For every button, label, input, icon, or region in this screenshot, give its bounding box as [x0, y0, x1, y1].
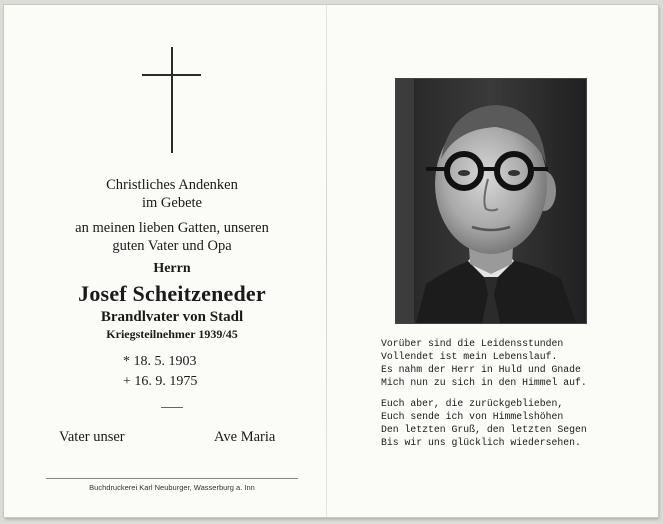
footer-rule: [46, 478, 298, 479]
memorial-card: [4, 5, 658, 517]
poem-line: Euch sende ich von Himmelshöhen: [381, 411, 564, 422]
poem-line: Mich nun zu sich in den Himmel auf.: [381, 377, 587, 388]
portrait-image: [396, 79, 586, 323]
deceased-subtitle-2: Kriegsteilnehmer 1939/45: [106, 327, 238, 341]
deceased-name: Josef Scheitzeneder: [78, 281, 266, 306]
cross-icon: [171, 47, 173, 153]
printer-credit: Buchdruckerei Karl Neuburger, Wasserburg a. Inn: [89, 483, 255, 492]
separator: [161, 407, 183, 408]
poem-line: Bis wir uns glücklich wiedersehen.: [381, 437, 581, 448]
prayer-right: Ave Maria: [214, 429, 276, 445]
poem-stanza-2: [381, 397, 651, 449]
birth-date: * 18. 5. 1903: [123, 354, 197, 369]
poem-stanza-1: [381, 337, 651, 389]
poem-line: Euch aber, die zurückgeblieben,: [381, 398, 564, 409]
cross-icon-bar: [142, 74, 201, 76]
prayer-left: Vater unser: [59, 429, 125, 445]
heading-line-2: im Gebete: [142, 195, 202, 211]
deceased-subtitle: Brandlvater von Stadl: [100, 309, 244, 325]
portrait-photo: [395, 78, 587, 324]
poem-line: Vorüber sind die Leidensstunden: [381, 338, 564, 349]
poem-line: Es nahm der Herr in Huld und Gnade: [381, 364, 581, 375]
fold-line: [326, 5, 327, 517]
poem-line: Vollendet ist mein Lebenslauf.: [381, 351, 558, 362]
dedication-line-1: an meinen lieben Gatten, unseren: [75, 220, 269, 236]
heading-line-1: Christliches Andenken: [106, 177, 238, 193]
honorific: Herrn: [153, 261, 191, 276]
death-date: + 16. 9. 1975: [123, 374, 198, 389]
dedication-line-2: guten Vater und Opa: [112, 238, 232, 254]
poem-line: Den letzten Gruß, den letzten Segen: [381, 424, 587, 435]
